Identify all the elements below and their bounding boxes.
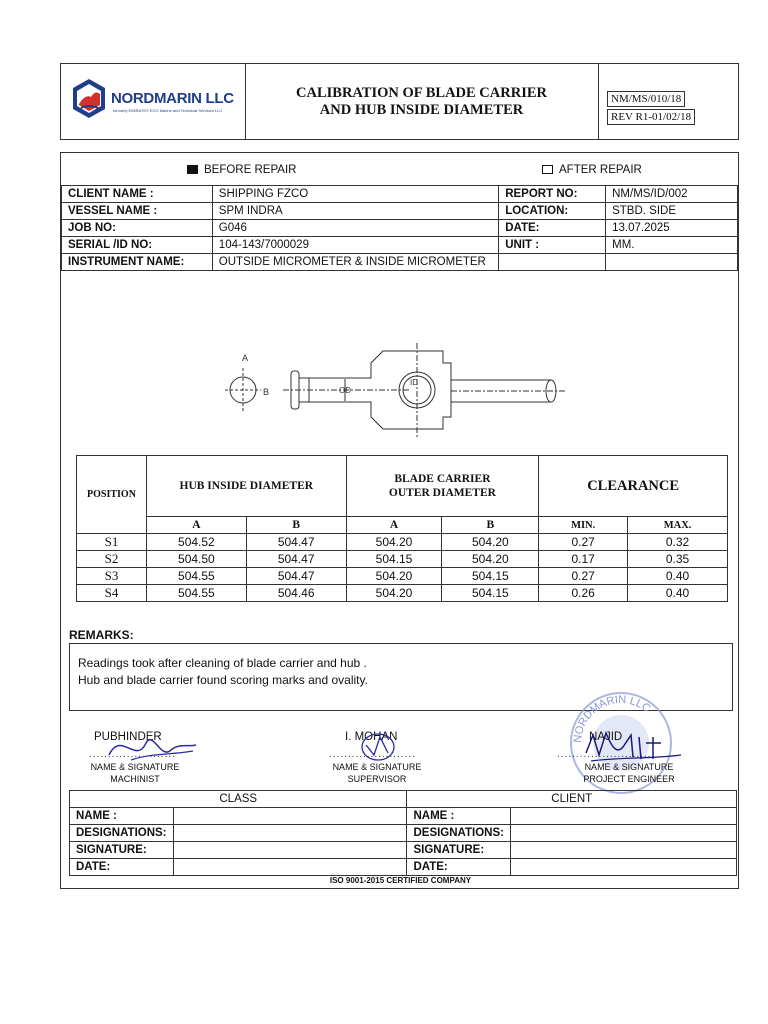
client-label: CLIENT NAME : (62, 186, 213, 203)
job-info-table (61, 185, 738, 271)
blade-a-cell: 504.20 (346, 585, 442, 602)
machinist-role: MACHINIST (110, 774, 160, 784)
title-line-2: AND HUB INSIDE DIAMETER (319, 101, 524, 118)
remarks-line-2: Hub and blade carrier found scoring marks and ovality. (78, 673, 368, 687)
table-row (62, 186, 738, 203)
empty-cell (499, 254, 606, 271)
class-signature-field[interactable] (173, 842, 406, 859)
table-row (77, 551, 728, 568)
hub-b-cell: 504.47 (246, 551, 346, 568)
col-blade-b: B (442, 517, 539, 534)
max-cell: 0.32 (628, 534, 728, 551)
project-engineer-caption: NAME & SIGNATURE (584, 762, 674, 772)
date-value: 13.07.2025 (606, 220, 738, 237)
class-signature-label: SIGNATURE: (70, 842, 174, 859)
min-cell: 0.27 (539, 534, 628, 551)
table-row (77, 585, 728, 602)
table-row (77, 534, 728, 551)
location-label: LOCATION: (499, 203, 606, 220)
diagram-label-od: OD (339, 386, 351, 395)
client-name-field[interactable] (511, 808, 737, 825)
client-signature-label: SIGNATURE: (407, 842, 511, 859)
machinist-name: PUBHINDER (94, 731, 162, 743)
col-min: MIN. (539, 517, 628, 534)
measurement-table (76, 455, 728, 602)
col-hub-inside-diameter: HUB INSIDE DIAMETER (146, 456, 346, 517)
blade-b-cell: 504.20 (442, 534, 539, 551)
min-cell: 0.27 (539, 568, 628, 585)
blade-a-cell: 504.15 (346, 551, 442, 568)
table-row (62, 220, 738, 237)
document-header (60, 63, 739, 140)
document-codes (601, 64, 739, 139)
class-designation-label: DESIGNATIONS: (70, 825, 174, 842)
company-logo (61, 64, 246, 139)
job-value: G046 (212, 220, 498, 237)
empty-cell (606, 254, 738, 271)
revision-number: REV R1-01/02/18 (607, 109, 695, 125)
report-body (60, 152, 739, 889)
table-row (70, 859, 737, 876)
hub-a-cell: 504.55 (146, 568, 246, 585)
table-row (62, 203, 738, 220)
blade-header-line-1: BLADE CARRIER (394, 473, 491, 485)
client-header: CLIENT (407, 791, 737, 808)
hub-b-cell: 504.46 (246, 585, 346, 602)
hub-a-cell: 504.50 (146, 551, 246, 568)
header-row (77, 456, 728, 517)
signature-line: .......................... (557, 749, 656, 760)
hub-a-cell: 504.55 (146, 585, 246, 602)
col-clearance: CLEARANCE (539, 456, 728, 517)
stamp-text: NORDMARIN LLC (571, 693, 653, 744)
blade-a-cell: 504.20 (346, 568, 442, 585)
table-row (62, 237, 738, 254)
checked-box-icon (187, 165, 198, 174)
position-cell: S3 (77, 568, 147, 585)
blade-a-cell: 504.20 (346, 534, 442, 551)
after-repair-label: AFTER REPAIR (559, 164, 642, 176)
date-label: DATE: (499, 220, 606, 237)
serial-value: 104-143/7000029 (212, 237, 498, 254)
before-repair-option[interactable] (187, 164, 296, 176)
supervisor-caption: NAME & SIGNATURE (332, 762, 422, 772)
subheader-row (77, 517, 728, 534)
title-line-1: CALIBRATION OF BLADE CARRIER (296, 84, 547, 101)
col-hub-b: B (246, 517, 346, 534)
signature-line: ....................... (329, 749, 416, 760)
company-tagline: formerly EMIRATES ECO Marine and Technical Services LLC (113, 108, 223, 113)
unit-value: MM. (606, 237, 738, 254)
table-row (62, 254, 738, 271)
project-engineer-name: NAJID (589, 731, 623, 743)
table-row (70, 825, 737, 842)
position-cell: S1 (77, 534, 147, 551)
class-date-field[interactable] (173, 859, 406, 876)
serial-label: SERIAL /ID NO: (62, 237, 213, 254)
col-position: POSITION (77, 456, 147, 534)
class-header: CLASS (70, 791, 407, 808)
approval-table (69, 790, 737, 876)
client-signature-field[interactable] (511, 842, 737, 859)
col-blade-a: A (346, 517, 442, 534)
company-name: NORDMARIN LLC (111, 90, 234, 107)
blade-header-line-2: OUTER DIAMETER (388, 487, 496, 499)
col-blade-carrier (346, 456, 539, 517)
header-row (70, 791, 737, 808)
class-name-field[interactable] (173, 808, 406, 825)
certification-footer: ISO 9001-2015 CERTIFIED COMPANY (329, 876, 472, 885)
class-designation-field[interactable] (173, 825, 406, 842)
report-value: NM/MS/ID/002 (606, 186, 738, 203)
job-label: JOB NO: (62, 220, 213, 237)
class-name-label: NAME : (70, 808, 174, 825)
table-row (77, 568, 728, 585)
min-cell: 0.26 (539, 585, 628, 602)
blade-b-cell: 504.20 (442, 551, 539, 568)
remarks-line-1: Readings took after cleaning of blade carrier and hub . (78, 656, 367, 670)
client-value: SHIPPING FZCO (212, 186, 498, 203)
max-cell: 0.40 (628, 585, 728, 602)
unit-label: UNIT : (499, 237, 606, 254)
max-cell: 0.35 (628, 551, 728, 568)
position-cell: S4 (77, 585, 147, 602)
hub-a-cell: 504.52 (146, 534, 246, 551)
report-label: REPORT NO: (499, 186, 606, 203)
col-max: MAX. (628, 517, 728, 534)
hub-b-cell: 504.47 (246, 568, 346, 585)
before-repair-label: BEFORE REPAIR (204, 164, 297, 176)
max-cell: 0.40 (628, 568, 728, 585)
diagram-label-a: A (242, 353, 249, 363)
hub-b-cell: 504.47 (246, 534, 346, 551)
remarks-label: REMARKS: (69, 628, 134, 642)
blade-b-cell: 504.15 (442, 568, 539, 585)
supervisor-name: I. MOHAN (345, 731, 398, 743)
client-date-label: DATE: (407, 859, 511, 876)
table-row (70, 842, 737, 859)
machinist-caption: NAME & SIGNATURE (90, 762, 180, 772)
min-cell: 0.17 (539, 551, 628, 568)
form-number: NM/MS/010/18 (607, 91, 685, 107)
supervisor-role: SUPERVISOR (347, 774, 407, 784)
location-value: STBD. SIDE (606, 203, 738, 220)
empty-checkbox-icon (542, 165, 553, 174)
instrument-label: INSTRUMENT NAME: (62, 254, 213, 271)
vessel-value: SPM INDRA (212, 203, 498, 220)
project-engineer-role: PROJECT ENGINEER (583, 774, 675, 784)
class-date-label: DATE: (70, 859, 174, 876)
client-name-label: NAME : (407, 808, 511, 825)
signature-line: ....................... (89, 749, 176, 760)
blade-b-cell: 504.15 (442, 585, 539, 602)
supervisor-signature-icon (346, 725, 416, 765)
col-hub-a: A (146, 517, 246, 534)
position-cell: S2 (77, 551, 147, 568)
client-designation-field[interactable] (511, 825, 737, 842)
table-row (70, 808, 737, 825)
client-designation-label: DESIGNATIONS: (407, 825, 511, 842)
diagram-label-b: B (263, 387, 270, 397)
diagram-label-id: ID (410, 378, 418, 387)
blade-carrier-diagram (211, 323, 571, 453)
client-date-field[interactable] (511, 859, 737, 876)
document-title (245, 64, 599, 139)
instrument-value: OUTSIDE MICROMETER & INSIDE MICROMETER (212, 254, 498, 271)
after-repair-option[interactable] (542, 164, 642, 176)
vessel-label: VESSEL NAME : (62, 203, 213, 220)
